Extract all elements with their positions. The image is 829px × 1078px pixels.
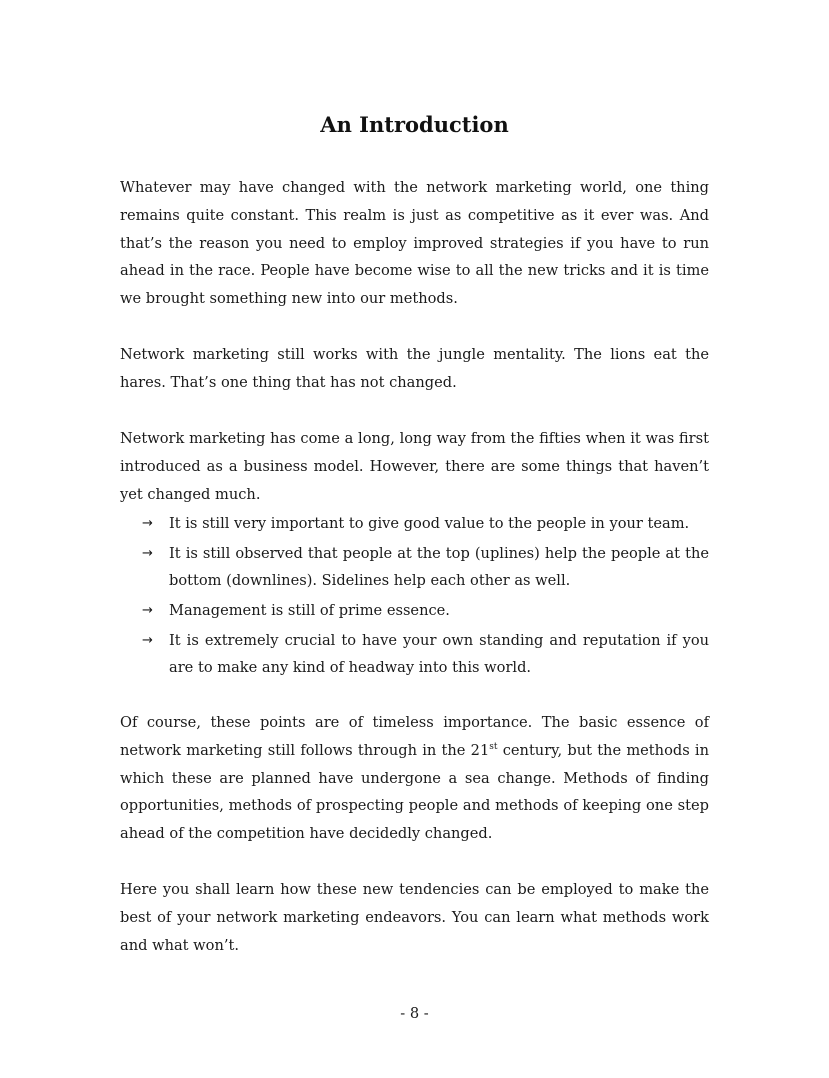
bullet-item [142,510,709,538]
paragraph-history: Network marketing has come a long, long way from the fifties when it was first introduced as a business model. However, there are some things that haven’t yet changed much. [120,430,709,503]
arrow-icon: → [142,602,153,618]
arrow-icon: → [142,516,153,531]
paragraph-conclusion: Here you shall learn how these new tendencies can be employed to make the best of your network marketing endeavors. You can learn what methods work and what won’t. [120,881,709,954]
paragraph-intro: Whatever may have changed with the network marketing world, one thing remains quite constant. This realm is just as competitive as it ever was. And that’s the reason you need to employ improved strategies if you have to run ahead in the race. People have become wise to all the new tricks and it is time we brought something new into our methods. [120,179,709,308]
bullet-text: It is still observed that people at the top (uplines) help the people at the bottom (downlines). Sidelines help each other as well. [169,544,709,590]
paragraph-essence-end: century, but the methods in which these are planned have undergone a sea change. Methods of finding opportunities, methods of prospecting people and methods of keeping one step ahead of the competition have decidedly changed. [120,741,709,843]
bullet-text: It is still very important to give good value to the people in your team. [169,515,690,532]
bullet-item [142,540,709,596]
page-title: An Introduction [320,112,509,137]
paragraph-essence [120,709,709,848]
bullet-list [142,510,709,684]
paragraph-jungle: Network marketing still works with the jungle mentality. The lions eat the hares. That’s one thing that has not changed. [120,346,709,391]
arrow-icon: → [142,545,153,561]
ordinal-suffix: st [489,741,498,752]
bullet-text: It is extremely crucial to have your own standing and reputation if you are to make any kind of headway into this world. [169,631,709,677]
arrow-icon: → [142,632,153,648]
paragraph-essence-start: Of course, these points are of timeless importance. The basic essence of network marketing still follows through in the 21 [120,714,709,759]
bullet-item [142,627,709,683]
bullet-item [142,597,709,625]
page-number: - 8 - [400,1005,429,1022]
bullet-text: Management is still of prime essence. [169,601,450,619]
